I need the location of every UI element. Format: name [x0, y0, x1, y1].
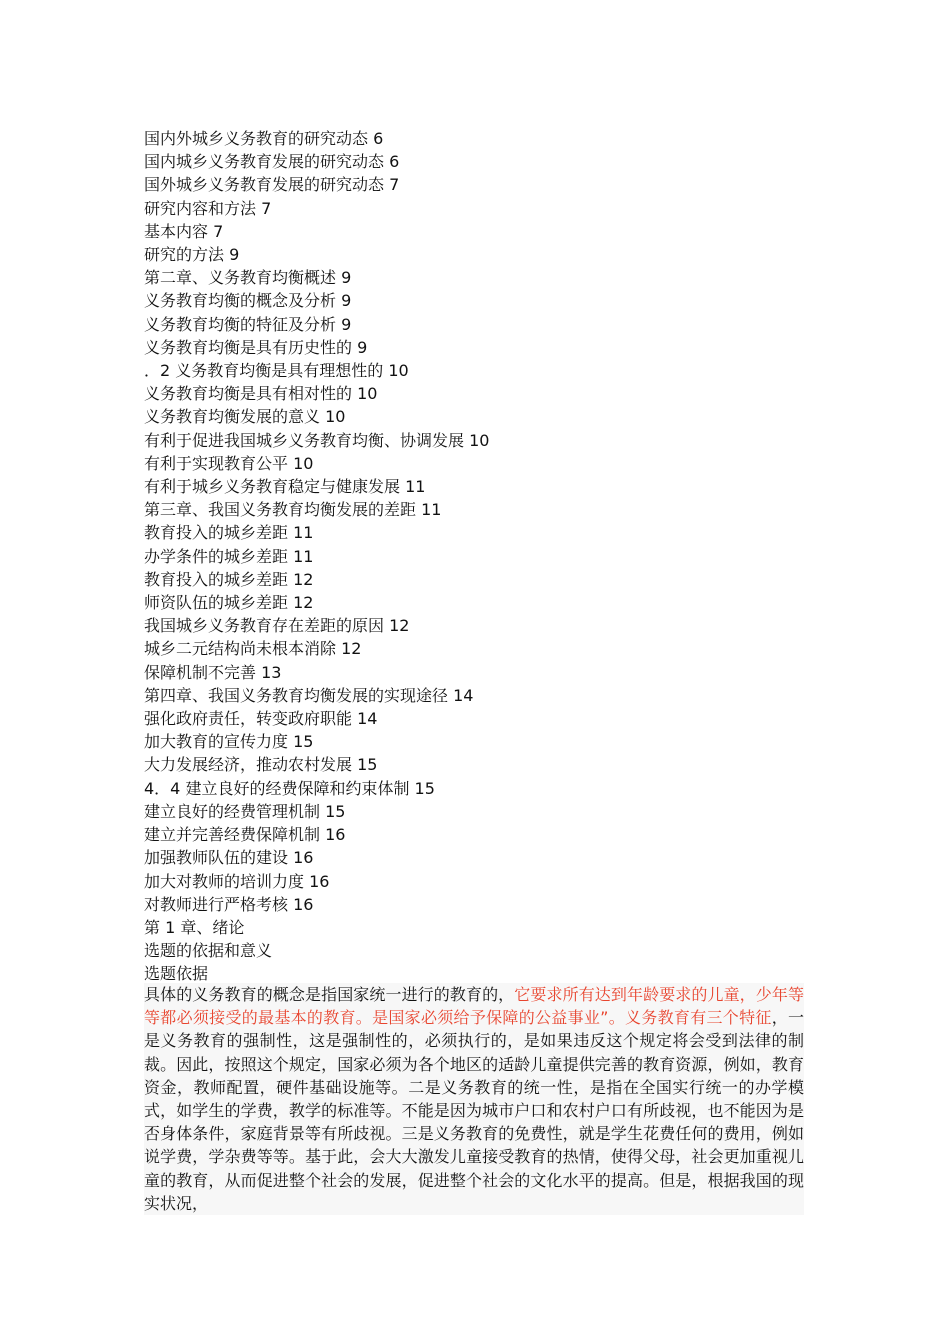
toc-entry: 教育投入的城乡差距 12	[144, 569, 314, 589]
toc-entry: 有利于促进我国城乡义务教育均衡、协调发展 10	[144, 430, 490, 450]
toc-entry: 加大教育的宣传力度 15	[144, 732, 314, 752]
toc-entry: 强化政府责任，转变政府职能 14	[144, 709, 378, 729]
toc-entry: 义务教育均衡是具有相对性的 10	[144, 384, 378, 404]
toc-entry: 国内城乡义务教育发展的研究动态 6	[144, 152, 400, 172]
body-text	[144, 983, 804, 1215]
toc-entry: 4．4 建立良好的经费保障和约束体制 15	[144, 778, 435, 798]
toc-entry: 选题的依据和意义	[144, 941, 273, 961]
toc-entry: 有利于城乡义务教育稳定与健康发展 11	[144, 477, 426, 497]
toc-entry: 加大对教师的培训力度 16	[144, 871, 330, 891]
toc-entry: 选题依据	[144, 964, 209, 984]
toc-entry: 对教师进行严格考核 16	[144, 894, 314, 914]
toc-entry: 研究内容和方法 7	[144, 198, 272, 218]
toc-entry: 义务教育均衡是具有历史性的 9	[144, 337, 368, 357]
toc-entry: 国外城乡义务教育发展的研究动态 7	[144, 175, 400, 195]
toc-entry: 办学条件的城乡差距 11	[144, 546, 314, 566]
toc-entry: 加强教师队伍的建设 16	[144, 848, 314, 868]
toc-entry: 第二章、义务教育均衡概述 9	[144, 268, 352, 288]
toc-entry: 有利于实现教育公平 10	[144, 453, 314, 473]
toc-entry: 建立并完善经费保障机制 16	[144, 825, 346, 845]
toc-entry: 师资队伍的城乡差距 12	[144, 593, 314, 613]
toc-entry: 教育投入的城乡差距 11	[144, 523, 314, 543]
toc-entry: 保障机制不完善 13	[144, 662, 282, 682]
toc-entry: 我国城乡义务教育存在差距的原因 12	[144, 616, 410, 636]
toc-entry: 研究的方法 9	[144, 245, 240, 265]
paragraph-highlight-red: 它要求所有达到年龄要求的儿童，少年等等都必须接受的最基本的教育。是国家必须给予保障的公益事业”。义务教育有三个特征	[144, 985, 804, 1028]
toc-entry: 第 1 章、绪论	[144, 917, 245, 937]
toc-entry: 大力发展经济，推动农村发展 15	[144, 755, 378, 775]
toc-entry: ．2 义务教育均衡是具有理想性的 10	[144, 361, 409, 381]
toc-entry: 国内外城乡义务教育的研究动态 6	[144, 129, 384, 148]
table-of-contents	[144, 127, 804, 986]
toc-entry: 义务教育均衡的概念及分析 9	[144, 291, 352, 311]
toc-entry: 城乡二元结构尚未根本消除 12	[144, 639, 362, 659]
toc-entry: 建立良好的经费管理机制 15	[144, 801, 346, 821]
intro-paragraph	[144, 983, 804, 1215]
toc-entry: 第三章、我国义务教育均衡发展的差距 11	[144, 500, 442, 520]
paragraph-text-2: ，一是义务教育的强制性，这是强制性的，必须执行的，是如果违反这个规定将会受到法律的制裁。因此，按照这个规定，国家必须为各个地区的适龄儿童提供完善的教育资源，例如，教育资金，教师配置，硬件基础设施等。二是义务教育的统一性，是指在全国实行统一的办学模式，如学生的学费，教学的标准等。不能是因为城市户口和农村户口有所歧视，也不能因为是否身体条件，家庭背景等有所歧视。三是义务教育的免费性，就是学生花费任何的费用，例如说学费，学杂费等等。基于此，会大大激发儿童接受教育的热情，使得父母，社会更加重视儿童的教育，从而促进整个社会的发展，促进整个社会的文化水平的提高。但是，根据我国的现实状况，	[144, 1008, 804, 1213]
toc-entry: 基本内容 7	[144, 221, 224, 241]
toc-entry: 义务教育均衡发展的意义 10	[144, 407, 346, 427]
toc-entry: 义务教育均衡的特征及分析 9	[144, 314, 352, 334]
paragraph-text-1: 具体的义务教育的概念是指国家统一进行的教育的，	[144, 985, 515, 1004]
toc-entry: 第四章、我国义务教育均衡发展的实现途径 14	[144, 685, 474, 705]
